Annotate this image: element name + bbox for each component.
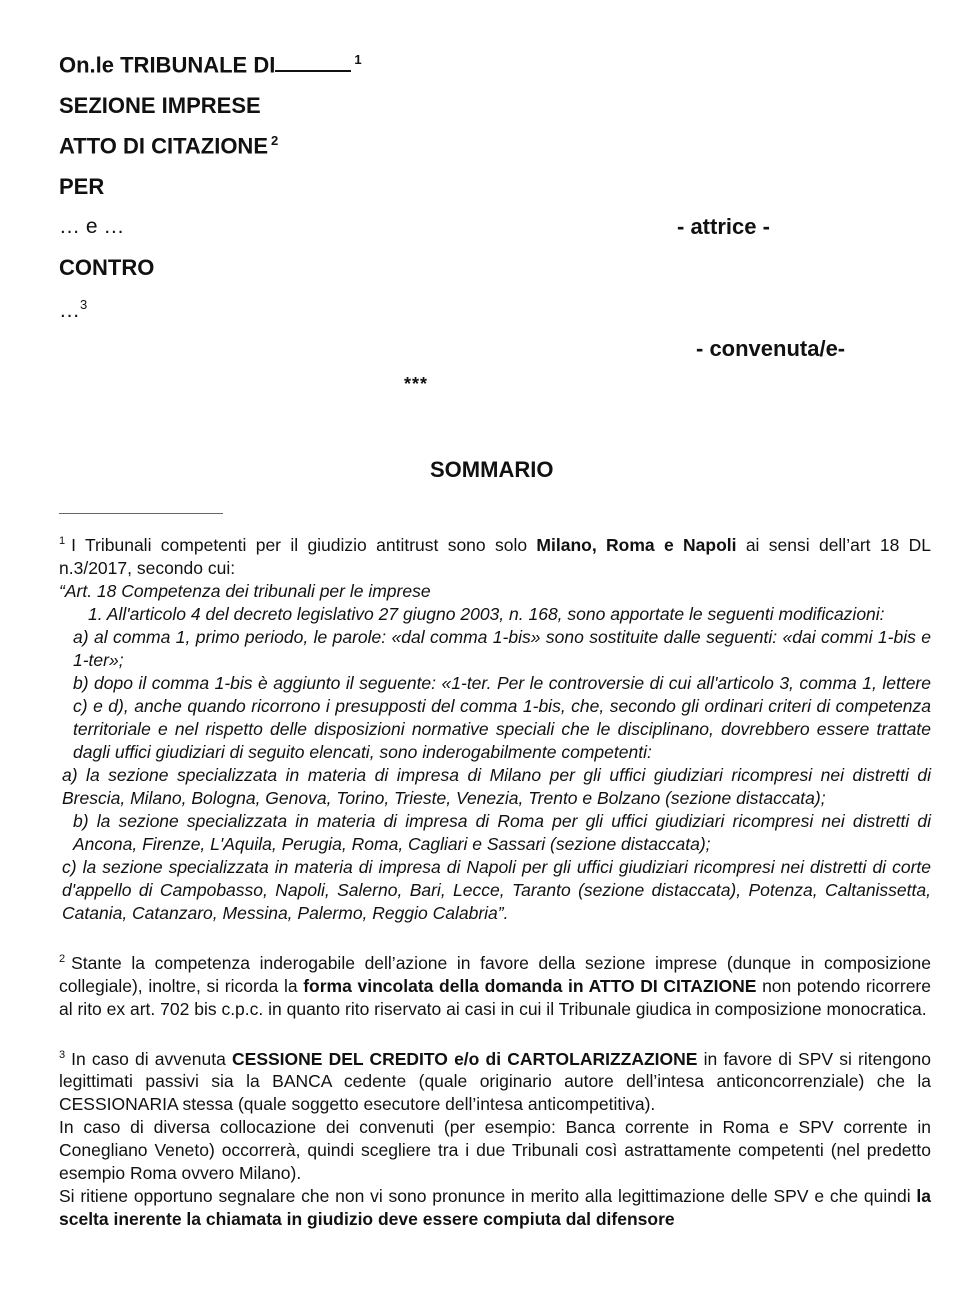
footnote-divider (59, 513, 223, 514)
citation-form: forma vincolata della domanda in ATTO DI CITAZIONE (303, 975, 757, 996)
defender-choice: la scelta inerente la chiamata in giudizio deve essere compiuta dal difensore (59, 1186, 931, 1230)
footnote-3-number: 3 (59, 1048, 66, 1061)
footnote-3-paragraph-3: Si ritiene opportuno segnalare che non vi sono pronunce in merito alla legittimazione delle SPV e che quindi la scelta inerente la chiamata in giudizio deve essere compiuta dal difensore (59, 1186, 931, 1230)
per-label: PER (59, 174, 105, 199)
court-heading (59, 52, 362, 78)
contro-label: CONTRO (59, 255, 155, 280)
plaintiff-role: - attrice - (677, 214, 770, 239)
defendants (59, 297, 87, 323)
footnote-1-point-a: a) al comma 1, primo periodo, le parole: «dal comma 1-bis» sono sostituite dalle seguenti: «dai commi 1-bis e 1-ter»; (73, 626, 931, 670)
footnote-ref-1: 1 (354, 52, 362, 67)
court-label: On.le TRIBUNALE DI (59, 52, 276, 78)
credit-assignment: CESSIONE DEL CREDITO e/o di CARTOLARIZZAZIONE (232, 1048, 698, 1069)
section-heading: SEZIONE IMPRESE (59, 93, 261, 118)
footnote-ref-2: 2 (271, 133, 279, 148)
footnote-2-number: 2 (59, 952, 66, 965)
separator: *** (404, 374, 429, 394)
act-title-text: ATTO DI CITAZIONE (59, 133, 268, 159)
plaintiffs: … e … (59, 215, 125, 238)
competent-courts: Milano, Roma e Napoli (536, 534, 737, 555)
footnote-1-quote-title: “Art. 18 Competenza dei tribunali per le imprese (59, 580, 431, 601)
footnote-1-point-b-c: c) la sezione specializzata in materia di impresa di Napoli per gli uffici giudiziari ricompresi nei distretti di corte d'appello di Campobasso, Napoli, Salerno, Bari, Lecce, Taranto (sezione distaccata), Potenza, Caltanissetta, Catania, Catanzaro, Messina, Palermo, Reggio Calabria”. (62, 856, 931, 923)
court-blank (275, 54, 351, 72)
footnote-2: $^2$ Stante la competenza inderogabile dell’azione in favore della sezione imprese (dunque in composizione collegiale), inoltre, si ricorda la forma vincolata della domanda in ATTO DI CITAZIONE non potendo ricorrere al rito ex art. 702 bis c.p.c. in quanto rito riservato ai casi in cui il Tribunale giudica in composizione monocratica. (59, 952, 931, 1019)
footnote-ref-3: 3 (80, 297, 88, 312)
footnote-1-intro: $^1$ I Tribunali competenti per il giudizio antitrust sono solo Milano, Roma e Napoli ai sensi dell’art 18 DL n.3/2017, secondo cui: (59, 534, 931, 578)
footnote-1-paragraph-1: 1. All'articolo 4 del decreto legislativo 27 giugno 2003, n. 168, sono apportate le seguenti modificazioni: (88, 603, 885, 624)
defendants-text: … (59, 299, 80, 322)
footnote-1-point-b-b: b) la sezione specializzata in materia di impresa di Roma per gli uffici giudiziari ricompresi nei distretti di Ancona, Firenze, L'Aquila, Perugia, Roma, Cagliari e Sassari (sezione distaccata); (73, 810, 931, 854)
act-title (59, 133, 278, 159)
footnote-1-point-b-a: a) la sezione specializzata in materia di impresa di Milano per gli uffici giudiziari ricompresi nei distretti di Brescia, Milano, Bologna, Genova, Torino, Trieste, Venezia, Trento e Bolzano (sezione distaccata); (62, 764, 931, 808)
footnote-3-paragraph-2: In caso di diversa collocazione dei convenuti (per esempio: Banca corrente in Roma e SPV corrente in Conegliano Veneto) occorrerà, quindi scegliere tra i due Tribunali così astrattamente competenti (nel predetto esempio Roma ovvero Milano). (59, 1117, 931, 1184)
footnote-1-number: 1 (59, 535, 66, 547)
footnote-3: $^3$ In caso di avvenuta CESSIONE DEL CREDITO e/o di CARTOLARIZZAZIONE in favore di SPV si ritengono legittimati passivi sia la BANCA cedente (quale originario autore dell’intesa anticoncorrenziale) che la CESSIONARIA stessa (quale soggetto esecutore dell’intesa anticompetitiva). (59, 1048, 932, 1115)
defendant-role: - convenuta/e- (696, 336, 846, 361)
summary-title: SOMMARIO (430, 457, 554, 482)
footnote-1-point-b: b) dopo il comma 1-bis è aggiunto il seguente: «1-ter. Per le controversie di cui all'articolo 3, comma 1, lettere c) e d), anche quando ricorrono i presupposti del comma 1-bis, che, secondo gli ordinari criteri di competenza territoriale e nel rispetto delle disposizioni normative speciali che le disciplinano, dovrebbero essere trattate dagli uffici giudiziari di seguito elencati, sono inderogabilmente competenti: (73, 672, 931, 762)
footnotes (59, 530, 931, 1231)
